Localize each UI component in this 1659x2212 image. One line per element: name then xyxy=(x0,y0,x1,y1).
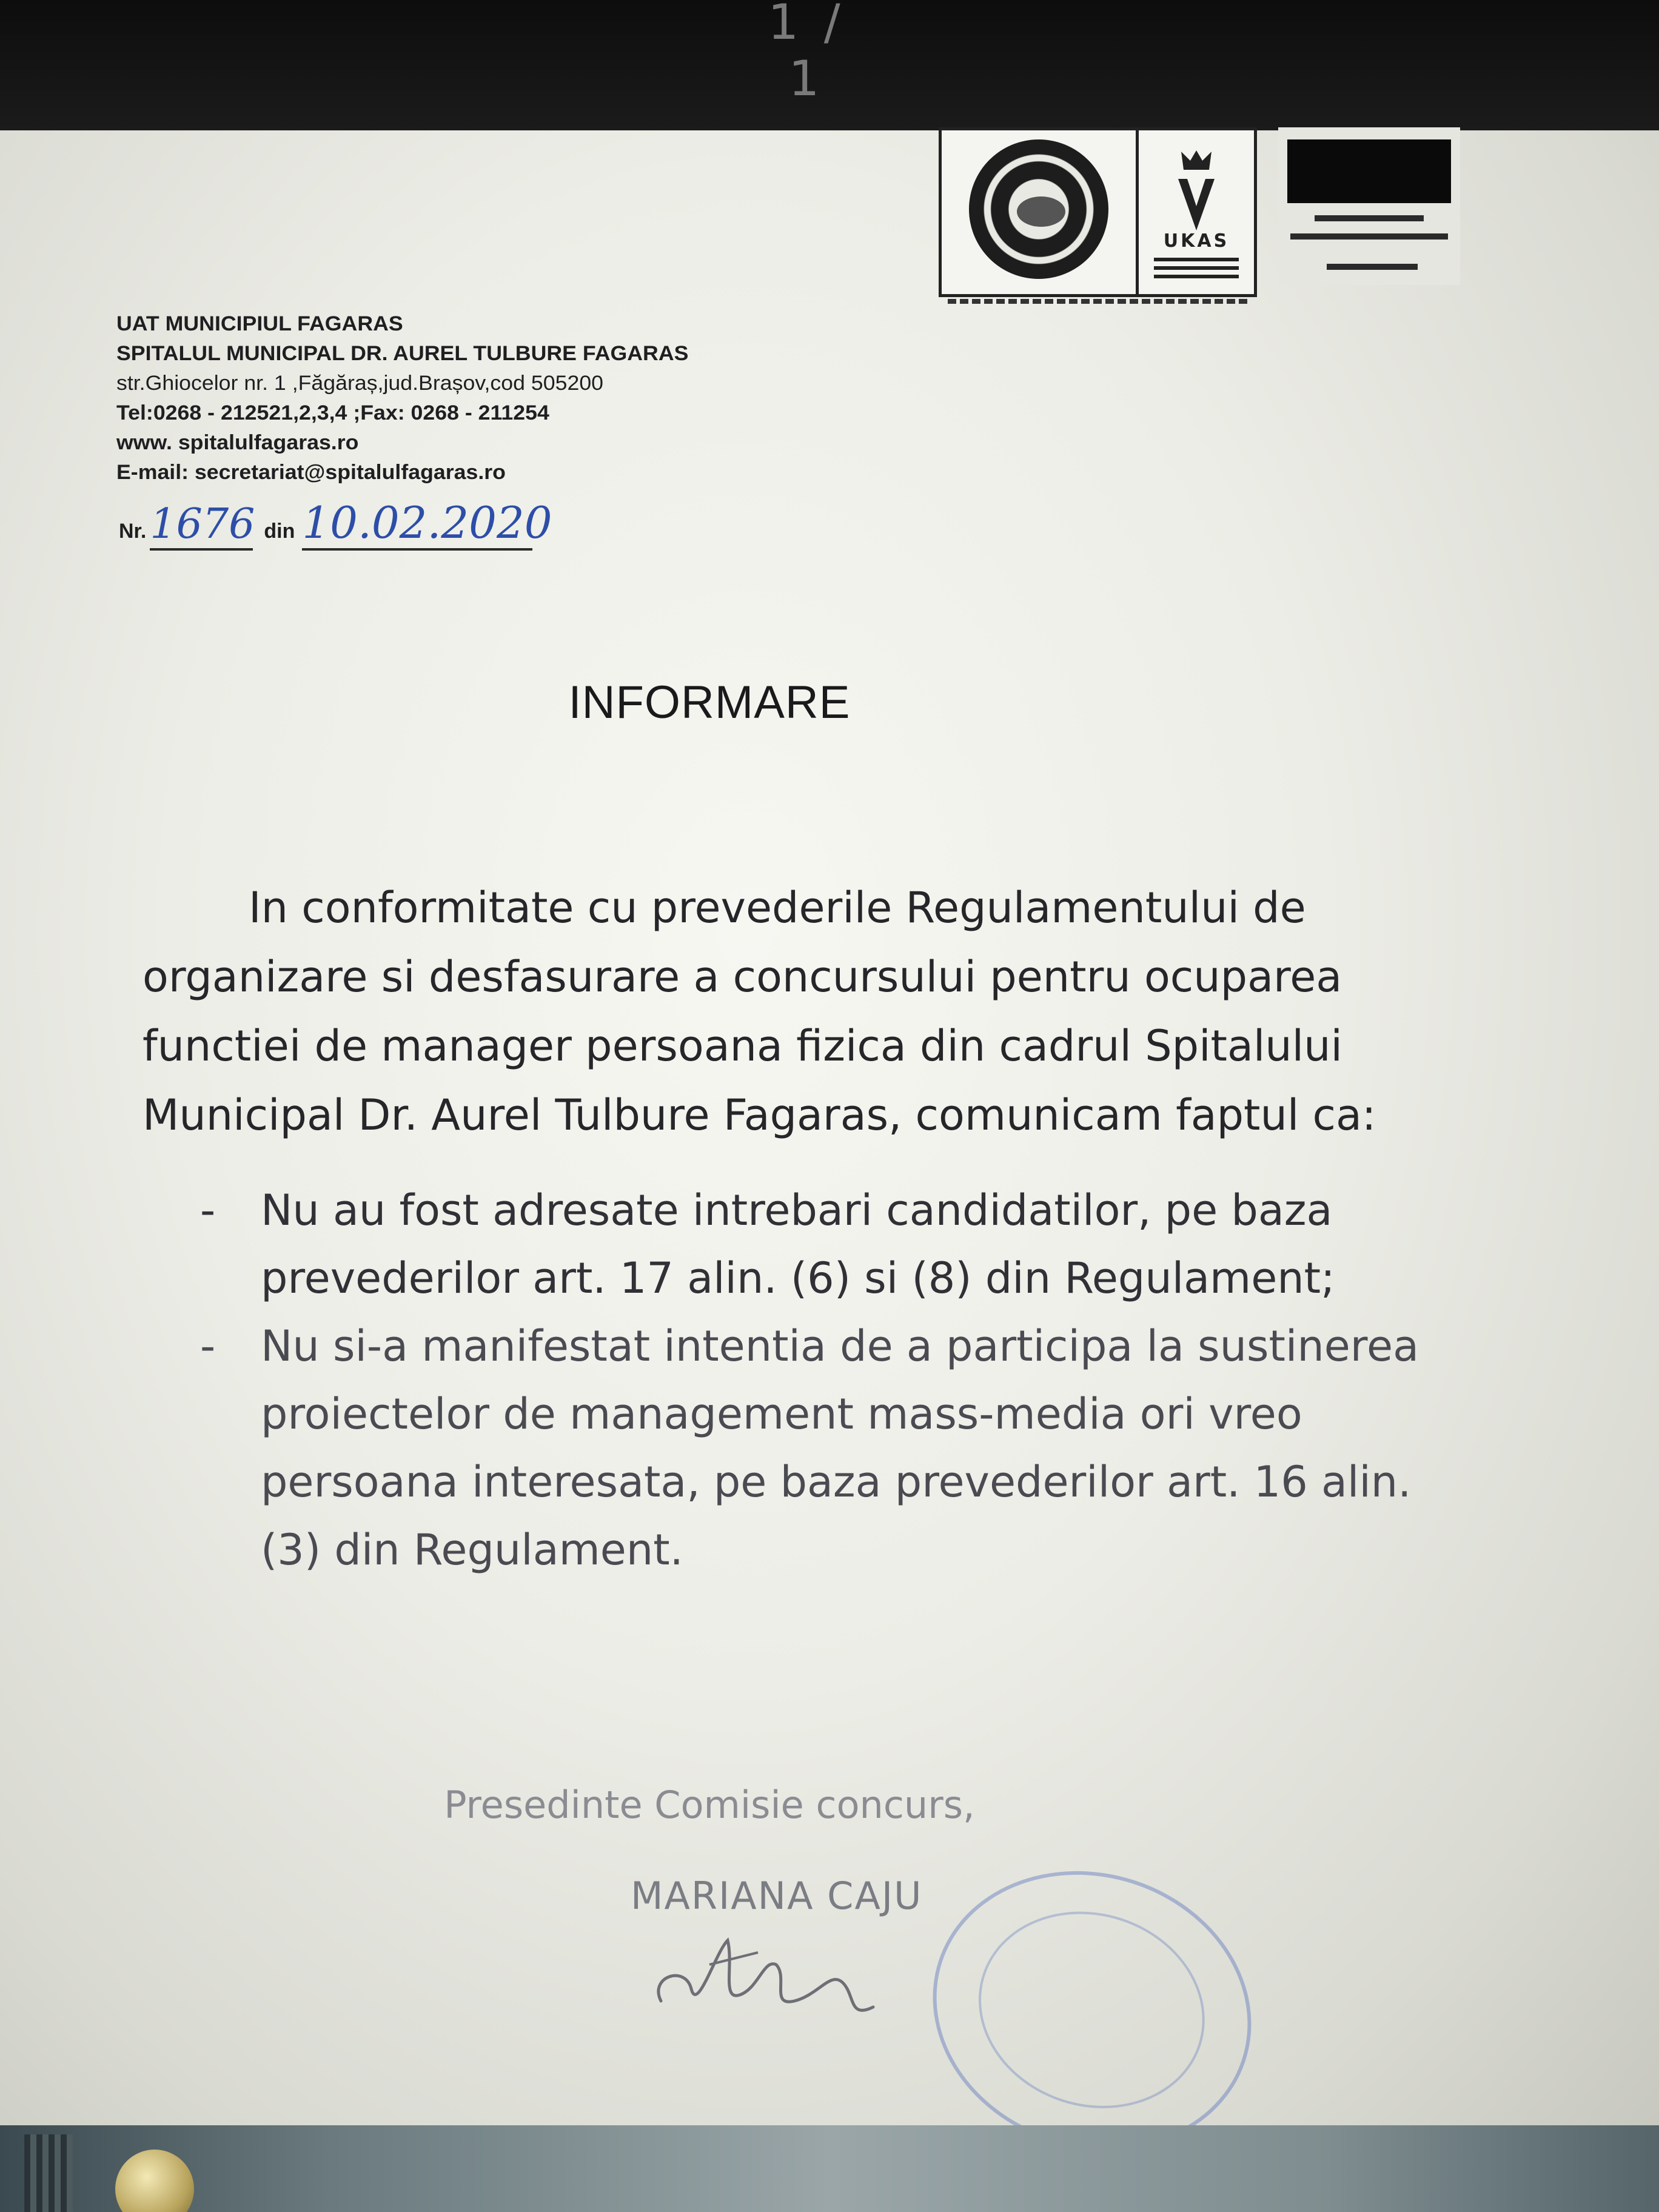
registration-date: 10.02.2020 xyxy=(302,497,532,551)
viewer-toolbar xyxy=(0,0,1659,130)
letterhead-address: str.Ghiocelor nr. 1 ,Făgăraș,jud.Brașov,cod 505200 xyxy=(116,372,604,395)
letterhead-institution: UAT MUNICIPIUL FAGARAS xyxy=(116,312,403,335)
logo-fineprint-icon xyxy=(948,299,1251,304)
iso-certification-logo xyxy=(939,127,1139,297)
list-item xyxy=(200,1312,1473,1584)
main-paragraph: In conformitate cu prevederile Regulamentului de organizare si desfasurare a concursului pentru ocuparea functiei de manager persoana fizica din cadrul Spitalului Municipal Dr. Aurel Tulbure Fagaras, comunicam faptul ca: xyxy=(142,883,1376,1140)
ukas-label: UKAS xyxy=(1163,230,1230,252)
nr-label: Nr. xyxy=(119,520,147,543)
fineprint-line xyxy=(1327,264,1418,270)
document-body xyxy=(142,873,1483,1150)
din-label: din xyxy=(264,520,295,543)
redacted-logo xyxy=(1278,127,1460,285)
letterhead-hospital-name: SPITALUL MUNICIPAL DR. AUREL TULBURE FAGARAS xyxy=(116,342,689,365)
taskbar-edge xyxy=(24,2134,73,2212)
ukas-certification-logo xyxy=(1136,127,1257,297)
ukas-fineprint-icon xyxy=(1154,258,1239,282)
bullet-dash: - xyxy=(200,1321,216,1371)
bullet-text: Nu si-a manifestat intentia de a participa la sustinerea proiectelor de management mass-media ori vreo persoana interesata, pe baza prevederilor art. 16 alin. (3) din Regulament. xyxy=(261,1321,1419,1575)
stamp-inner-ring xyxy=(953,1883,1230,2137)
document-title: INFORMARE xyxy=(568,677,851,728)
list-item xyxy=(200,1176,1473,1312)
handwritten-signature-icon xyxy=(637,1928,891,2031)
letterhead xyxy=(116,309,688,488)
signature-role: Presedinte Comisie concurs, xyxy=(444,1783,975,1827)
bullet-list xyxy=(200,1176,1473,1584)
redaction-block xyxy=(1287,139,1451,203)
page-counter: 1 / 1 xyxy=(768,0,845,107)
signatory-name: MARIANA CAJU xyxy=(631,1874,923,1918)
letterhead-website: www. spitalulfagaras.ro xyxy=(116,431,359,454)
registration-reference xyxy=(119,497,552,551)
ukas-crown-icon xyxy=(1169,146,1224,236)
iso-emblem-icon xyxy=(1014,194,1068,229)
bullet-text: Nu au fost adresate intrebari candidatilor, pe baza prevederilor art. 17 alin. (6) si (8) din Regulament; xyxy=(261,1185,1335,1303)
registration-number: 1676 xyxy=(150,500,253,551)
fineprint-line xyxy=(1290,233,1448,240)
bullet-dash: - xyxy=(200,1185,216,1235)
os-taskbar xyxy=(0,2125,1659,2212)
letterhead-email: E-mail: secretariat@spitalulfagaras.ro xyxy=(116,461,506,484)
fineprint-line xyxy=(1315,215,1424,221)
certification-logos xyxy=(939,127,1466,297)
letterhead-phone: Tel:0268 - 212521,2,3,4 ;Fax: 0268 - 211254 xyxy=(116,401,549,424)
